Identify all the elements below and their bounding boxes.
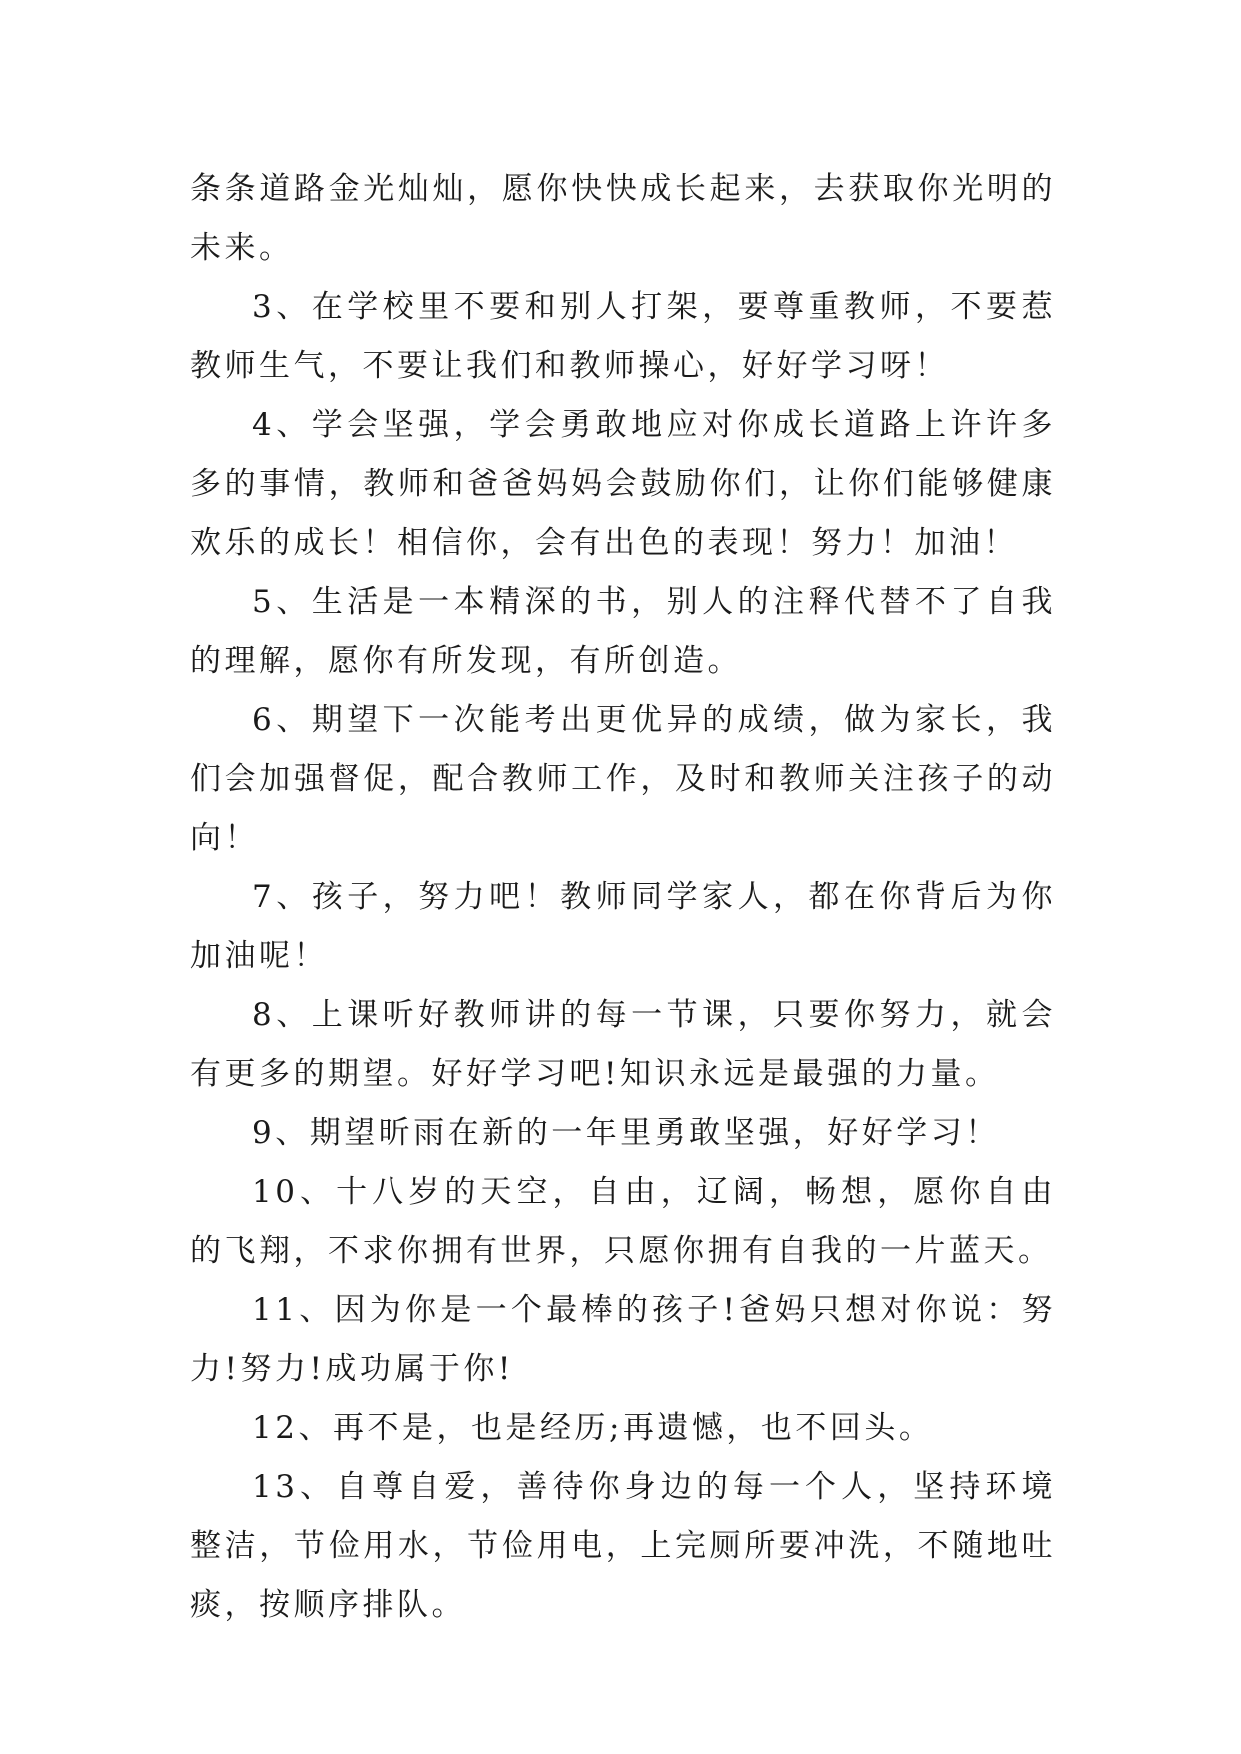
paragraph-item-11: 11、因为你是一个最棒的孩子!爸妈只想对你说：努力!努力!成功属于你!: [190, 1292, 1056, 1387]
paragraph-item-7: 7、孩子，努力吧！教师同学家人，都在你背后为你加油呢！: [190, 879, 1056, 974]
paragraph-item-10: 10、十八岁的天空，自由，辽阔，畅想，愿你自由的飞翔，不求你拥有世界，只愿你拥有自我的一片蓝天。: [190, 1174, 1056, 1269]
paragraph-item-5: 5、生活是一本精深的书，别人的注释代替不了自我的理解，愿你有所发现，有所创造。: [190, 584, 1056, 679]
paragraph-item-6: 6、期望下一次能考出更优异的成绩，做为家长，我们会加强督促，配合教师工作，及时和教师关注孩子的动向！: [190, 702, 1056, 856]
paragraph-continuation: 条条道路金光灿灿，愿你快快成长起来，去获取你光明的未来。: [190, 171, 1056, 266]
paragraph-item-9: 9、期望昕雨在新的一年里勇敢坚强，好好学习！: [252, 1115, 1000, 1151]
document-body: [190, 160, 1056, 1635]
paragraph-item-4: 4、学会坚强，学会勇敢地应对你成长道路上许许多多的事情，教师和爸爸妈妈会鼓励你们，让你们能够健康欢乐的成长！相信你，会有出色的表现！努力！加油！: [190, 407, 1056, 561]
paragraph-item-3: 3、在学校里不要和别人打架，要尊重教师，不要惹教师生气，不要让我们和教师操心，好好学习呀！: [190, 289, 1056, 384]
paragraph-item-13: 13、自尊自爱，善待你身边的每一个人，坚持环境整洁，节俭用水，节俭用电，上完厕所要冲洗，不随地吐痰，按顺序排队。: [190, 1469, 1056, 1623]
paragraph-item-8: 8、上课听好教师讲的每一节课，只要你努力，就会有更多的期望。好好学习吧!知识永远是最强的力量。: [190, 997, 1056, 1092]
paragraph-item-12: 12、再不是，也是经历;再遗憾，也不回头。: [252, 1410, 934, 1446]
